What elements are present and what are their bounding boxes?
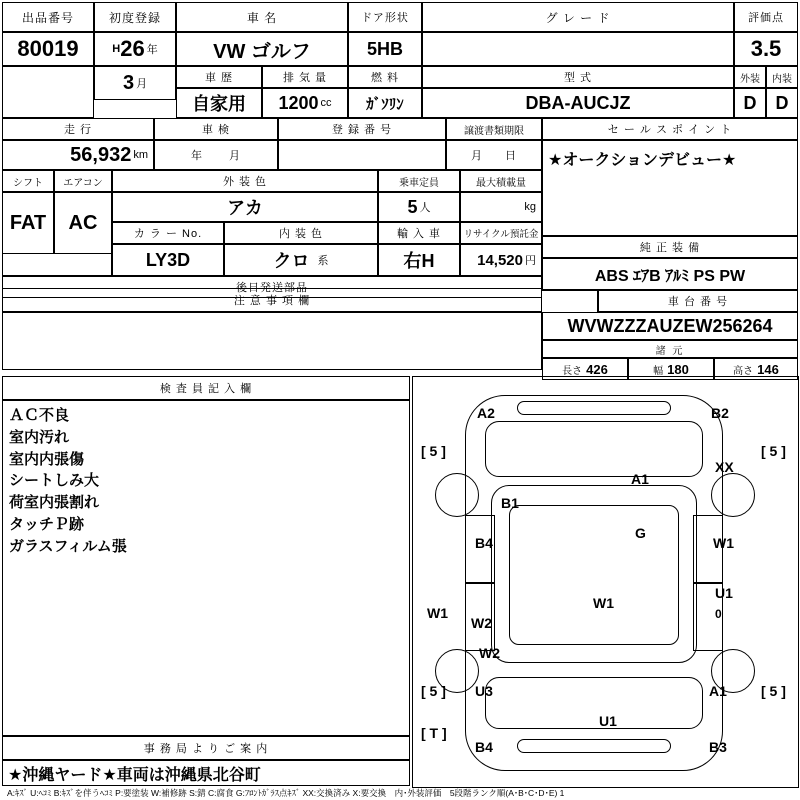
seats-value: 5: [407, 196, 418, 217]
damage-mark: [ 5 ]: [421, 683, 446, 699]
damage-mark: A2: [477, 405, 495, 421]
history-value: 自家用: [192, 94, 246, 114]
office-text-box: [2, 760, 410, 786]
damage-mark: [ T ]: [421, 725, 447, 741]
list-item: ＡＣ不良: [9, 407, 70, 424]
ext-color-label: 外 装 色: [222, 176, 268, 188]
office-label: 事 務 局 よ り ご 案 内: [143, 743, 269, 755]
chassis-value-box: [542, 312, 798, 340]
factory-equip-label: 純 正 装 備: [639, 242, 701, 254]
fuel-value: ｶﾞｿﾘﾝ: [366, 95, 404, 113]
damage-mark: XX: [715, 459, 734, 475]
wheel-front-right: [711, 473, 755, 517]
first-reg-month-unit: 月: [136, 78, 148, 90]
shift-ac-filler-box: [2, 254, 112, 276]
damage-mark: [ 5 ]: [761, 683, 786, 699]
door-value-box: [348, 32, 422, 66]
office-label-box: [2, 736, 410, 760]
interior-grade-label-box: [766, 66, 798, 88]
caution-label-box: [2, 288, 542, 312]
import-value-box: [378, 244, 460, 276]
damage-mark: U3: [475, 683, 493, 699]
shift-value: FAT: [9, 211, 47, 234]
damage-mark: A1: [709, 683, 727, 699]
interior-grade-value-box: [766, 88, 798, 118]
first-reg-year-unit: 年: [146, 44, 158, 56]
displacement-value-box: [262, 88, 348, 118]
displacement-value: 1200: [278, 92, 319, 113]
car-name-label: 車 名: [246, 10, 278, 25]
inspector-label-box: [2, 376, 410, 400]
lot-no-label: 出品番号: [21, 10, 74, 25]
history-label-box: [176, 66, 262, 88]
list-item: タッチＰ跡: [9, 515, 85, 533]
grade-value-box: [422, 32, 734, 66]
wheel-front-left: [435, 473, 479, 517]
exterior-grade-value: D: [743, 92, 757, 113]
shaken-year-unit: 年: [191, 150, 203, 162]
damage-mark: B4: [475, 739, 493, 755]
shift-value-box: [2, 192, 54, 254]
import-value: 右H: [403, 251, 435, 271]
height-label: 高さ: [733, 365, 754, 377]
damage-mark: B4: [475, 535, 493, 551]
first-reg-value-box: [94, 32, 176, 66]
list-item: 室内汚れ: [9, 428, 70, 446]
damage-mark: G: [635, 525, 646, 541]
front-bumper: [517, 401, 671, 415]
int-color-value: クロ: [273, 251, 310, 271]
damage-mark: [ 5 ]: [421, 443, 446, 459]
length-value: 426: [586, 361, 608, 377]
grade-label: グ レ ー ド: [545, 10, 611, 25]
shaken-label: 車 検: [201, 124, 231, 136]
fuel-label-box: [348, 66, 422, 88]
first-reg-label: 初度登録: [108, 10, 161, 25]
model-code-label: 型 式: [563, 72, 593, 84]
history-label: 車 歴: [204, 72, 234, 84]
later-parts-label: 後日発送部品: [236, 282, 308, 294]
office-text: ★沖縄ヤード★車両は沖縄県北谷町: [8, 766, 261, 784]
factory-equip-label-box: [542, 236, 798, 258]
color-no-value: LY3D: [145, 249, 191, 270]
lot-blank-box: [2, 66, 94, 118]
length-label: 長さ: [562, 365, 583, 377]
transfer-day: 日: [505, 150, 517, 162]
model-code-label-box: [422, 66, 734, 88]
grade-label-box: [422, 2, 734, 32]
height-value: 146: [757, 361, 779, 377]
factory-equip-value-box: [542, 258, 798, 290]
color-no-value-box: [112, 244, 224, 276]
shift-label-box: [2, 170, 54, 192]
fuel-label: 燃 料: [370, 72, 400, 84]
damage-mark: W2: [479, 645, 500, 661]
score-value: 3.5: [750, 36, 782, 61]
max-load-label-box: [460, 170, 542, 192]
car-name-value: VW ゴルフ: [213, 40, 311, 63]
seats-unit: 人: [419, 202, 431, 214]
int-color-label-box: [224, 222, 378, 244]
first-reg-year: 26: [120, 36, 145, 61]
displacement-label-box: [262, 66, 348, 88]
list-item: 荷室内張割れ: [9, 494, 100, 511]
color-no-label-box: [112, 222, 224, 244]
factory-equip-value: ABS ｴｱB ｱﾙﾐ PS PW: [594, 267, 746, 285]
width-label: 幅: [653, 365, 664, 377]
max-load-value-box: [460, 192, 542, 222]
transfer-month: 月: [471, 150, 483, 162]
shift-label: シフト: [13, 177, 43, 189]
first-reg-label-box: [94, 2, 176, 32]
lot-no-label-box: [2, 2, 94, 32]
chassis-value: WVWZZZAUZEW256264: [567, 315, 773, 336]
shaken-month-unit: 月: [229, 150, 241, 162]
damage-mark: B2: [711, 405, 729, 421]
damage-mark: [ 5 ]: [761, 443, 786, 459]
ac-label-box: [54, 170, 112, 192]
damage-mark: W1: [713, 535, 734, 551]
list-item: 室内内張傷: [9, 450, 85, 468]
mileage-unit: km: [133, 149, 148, 161]
import-label: 輸 入 車: [396, 228, 442, 240]
recycle-label-box: [460, 222, 542, 244]
mileage-value-box: [2, 140, 154, 170]
reg-no-value-box: [278, 140, 446, 170]
ext-color-value-box: [112, 192, 378, 222]
first-reg-month-box: [94, 66, 176, 100]
first-reg-month: 3: [122, 71, 135, 94]
door-label: ドア形状: [361, 12, 409, 24]
history-value-box: [176, 88, 262, 118]
damage-mark: U1: [599, 713, 617, 729]
list-item: シートしみ大: [9, 472, 100, 490]
width-value: 180: [667, 361, 689, 377]
ac-value: AC: [68, 211, 98, 234]
displacement-label: 排 気 量: [282, 72, 328, 84]
shaken-value-box: [154, 140, 278, 170]
reg-no-label-box: [278, 118, 446, 140]
max-load-label: 最大積載量: [476, 177, 526, 189]
caution-value-box: [2, 312, 542, 370]
exterior-grade-label-box: [734, 66, 766, 88]
ac-value-box: [54, 192, 112, 254]
chassis-label-box: [598, 290, 798, 312]
shaken-label-box: [154, 118, 278, 140]
int-color-suffix: 系: [317, 255, 329, 267]
rear-bumper: [517, 739, 671, 753]
recycle-unit: 円: [525, 255, 536, 267]
car-roof: [509, 505, 679, 645]
dimensions-label-box: [542, 340, 798, 358]
score-value-box: [734, 32, 798, 66]
door-label-box: [348, 2, 422, 32]
fuel-value-box: [348, 88, 422, 118]
car-hood: [485, 421, 703, 477]
exterior-grade-label: 外装: [740, 73, 760, 85]
transfer-label-box: [446, 118, 542, 140]
import-label-box: [378, 222, 460, 244]
seats-label-box: [378, 170, 460, 192]
reg-no-label: 登 録 番 号: [331, 124, 393, 136]
door-value: 5HB: [366, 38, 403, 59]
caution-label: 注 意 事 項 欄: [233, 295, 311, 307]
damage-diagram: [412, 376, 799, 788]
damage-mark: W1: [427, 605, 448, 621]
mileage-label-box: [2, 118, 154, 140]
car-trunk: [485, 677, 703, 729]
damage-mark: W1: [593, 595, 614, 611]
ext-color-value: アカ: [227, 198, 263, 218]
lot-no-value-box: [2, 32, 94, 66]
damage-mark: B1: [501, 495, 519, 511]
list-item: ガラスフィルム張: [9, 537, 127, 555]
recycle-value-box: [460, 244, 542, 276]
damage-mark: 0: [715, 607, 722, 621]
dimensions-label: 諸 元: [655, 345, 685, 357]
interior-grade-value: D: [775, 92, 789, 113]
sales-point-value-box: [542, 140, 798, 236]
chassis-spacer-box: [542, 290, 598, 312]
seats-value-box: [378, 192, 460, 222]
lot-no-value: 80019: [17, 36, 79, 61]
interior-grade-label: 内装: [772, 73, 792, 85]
footer-legend: A:ｷｽﾞ U:ﾍｺﾐ B:ｷｽﾞを伴うﾍｺﾐ P:要塗装 W:補修跡 S:錆 C:腐食 G:ﾌﾛﾝﾄｶﾞﾗｽ点ｷｽﾞ XX:交換済み X:要交換 内･外装評価 5段階ランク順(A･B･C･D･E) 1: [7, 788, 565, 798]
car-name-value-box: [176, 32, 348, 66]
recycle-value: 14,520: [477, 251, 523, 269]
inspector-notes-box: [2, 400, 410, 736]
transfer-label: 譲渡書類期限: [464, 125, 524, 137]
sales-point-value: ★オークションデビュー★: [548, 152, 737, 169]
inspector-label: 検 査 員 記 入 欄: [159, 383, 253, 395]
recycle-label: リサイクル預託金: [463, 229, 539, 240]
mileage-label: 走 行: [63, 124, 93, 136]
transfer-value-box: [446, 140, 542, 170]
chassis-label: 車 台 番 号: [667, 296, 729, 308]
damage-mark: W2: [471, 615, 492, 631]
exterior-grade-value-box: [734, 88, 766, 118]
mileage-value: 56,932: [70, 143, 132, 166]
displacement-unit: cc: [320, 97, 332, 109]
ac-label: エアコン: [63, 177, 103, 189]
model-code-value: DBA-AUCJZ: [525, 92, 631, 113]
int-color-label: 内 装 色: [278, 228, 324, 240]
score-label-box: [734, 2, 798, 32]
first-reg-era: H: [112, 43, 121, 55]
int-color-value-box: [224, 244, 378, 276]
max-load-unit: kg: [524, 201, 536, 213]
damage-mark: U1: [715, 585, 733, 601]
damage-mark: B3: [709, 739, 727, 755]
ext-color-label-box: [112, 170, 378, 192]
seats-label: 乗車定員: [399, 177, 439, 189]
color-no-label: カ ラ ー No.: [133, 228, 203, 240]
sales-point-label: セ ー ル ス ポ イ ン ト: [607, 124, 733, 136]
footer-legend-box: [2, 786, 798, 800]
damage-mark: A1: [631, 471, 649, 487]
sales-point-label-box: [542, 118, 798, 140]
score-label: 評価点: [748, 12, 784, 24]
car-name-label-box: [176, 2, 348, 32]
model-code-value-box: [422, 88, 734, 118]
